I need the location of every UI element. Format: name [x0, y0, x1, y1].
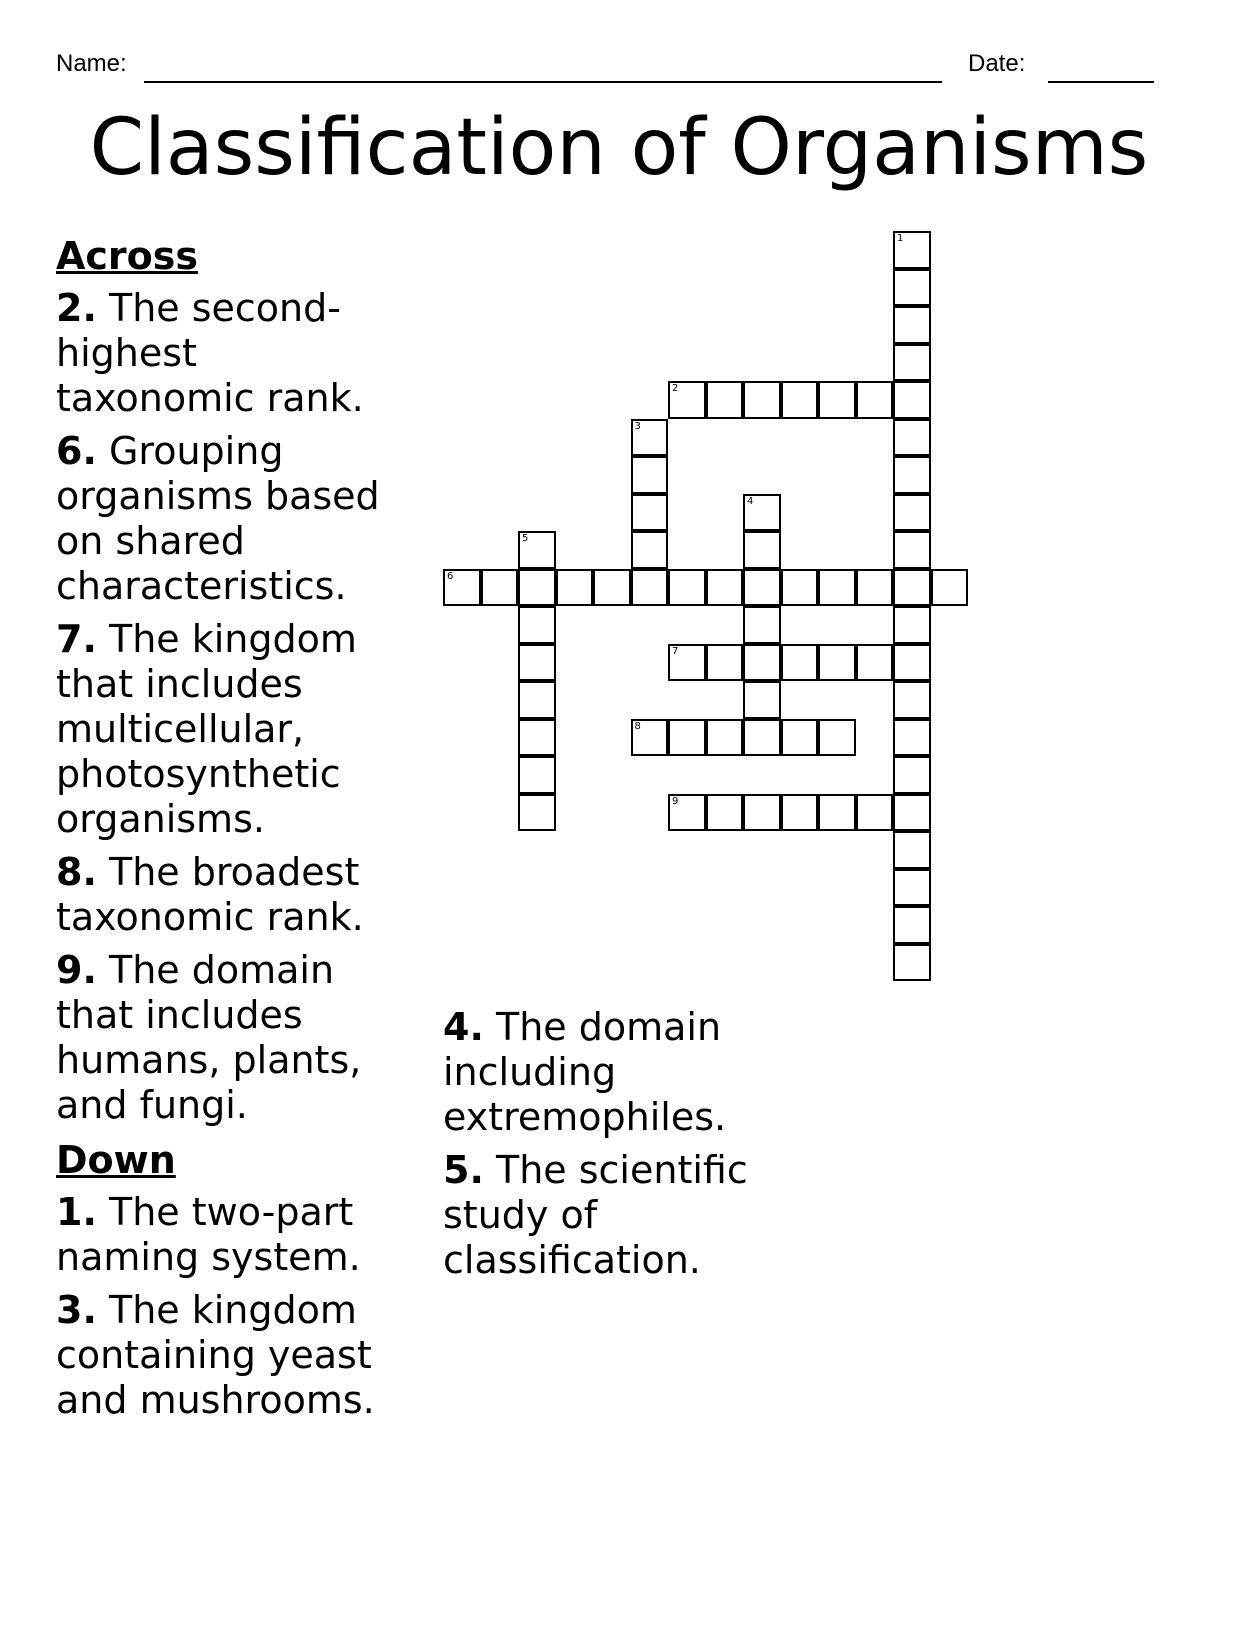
across-clue-6	[56, 429, 396, 609]
clue-number: 7	[56, 617, 83, 661]
clue-dot: .	[82, 617, 97, 661]
crossword-cell[interactable]	[781, 794, 819, 832]
clue-number: 3	[56, 1288, 83, 1332]
crossword-cell[interactable]	[706, 569, 744, 607]
across-clue-2	[56, 286, 396, 421]
crossword-cell[interactable]	[631, 569, 669, 607]
clue-text: The kingdom that includes multicellular, photosynthetic organisms.	[56, 617, 357, 841]
cell-number: 8	[634, 720, 641, 732]
down-clue-5	[443, 1148, 823, 1283]
crossword-cell[interactable]	[518, 719, 556, 757]
crossword-cell[interactable]	[893, 569, 931, 607]
cell-number: 2	[672, 383, 679, 394]
crossword-cell[interactable]	[931, 569, 969, 607]
crossword-cell[interactable]	[481, 569, 519, 607]
down-clue-3	[56, 1288, 396, 1423]
crossword-cell[interactable]	[893, 419, 931, 457]
crossword-cell[interactable]	[893, 494, 931, 532]
cell-number: 4	[747, 495, 754, 507]
crossword-cell[interactable]	[743, 494, 781, 532]
page-title: Classification of Organisms	[89, 103, 1149, 193]
date-line[interactable]	[1048, 81, 1154, 83]
crossword-cell[interactable]	[668, 569, 706, 607]
crossword-cell[interactable]	[781, 381, 819, 419]
crossword-cell[interactable]	[518, 794, 556, 832]
crossword-cell[interactable]	[856, 381, 894, 419]
crossword-cell[interactable]	[631, 419, 669, 457]
clue-text: The domain including extremophiles.	[443, 1005, 727, 1139]
crossword-cell[interactable]	[743, 681, 781, 719]
clues-left-column	[56, 232, 396, 1431]
clue-dot: .	[469, 1005, 484, 1049]
crossword-cell[interactable]	[893, 231, 931, 269]
name-label: Name:	[56, 50, 127, 77]
down-clue-1	[56, 1190, 396, 1280]
crossword-cell[interactable]	[518, 569, 556, 607]
date-label: Date:	[968, 50, 1026, 77]
across-clue-9	[56, 948, 396, 1128]
crossword-cell[interactable]	[668, 794, 706, 832]
crossword-cell[interactable]	[631, 719, 669, 757]
crossword-cell[interactable]	[556, 569, 594, 607]
crossword-cell[interactable]	[893, 906, 931, 944]
crossword-cell[interactable]	[631, 531, 669, 569]
crossword-cell[interactable]	[668, 644, 706, 682]
crossword-cell[interactable]	[593, 569, 631, 607]
crossword-cell[interactable]	[781, 569, 819, 607]
crossword-cell[interactable]	[893, 794, 931, 832]
cell-number: 7	[672, 645, 679, 657]
across-heading: Across	[56, 234, 199, 278]
clue-text: The broadest taxonomic rank.	[56, 850, 364, 939]
clue-number: 6	[56, 429, 83, 473]
crossword-cell[interactable]	[893, 944, 931, 982]
crossword-cell[interactable]	[518, 756, 556, 794]
crossword-cell[interactable]	[518, 681, 556, 719]
clue-text: The kingdom containing yeast and mushrooms.	[56, 1288, 375, 1422]
crossword-cell[interactable]	[668, 381, 706, 419]
clue-number: 9	[56, 948, 83, 992]
clue-dot: .	[82, 1288, 97, 1332]
crossword-cell[interactable]	[781, 644, 819, 682]
clues-right-column	[443, 1005, 823, 1291]
crossword-cell[interactable]	[893, 644, 931, 682]
clue-text: The scientific study of classification.	[443, 1148, 748, 1282]
crossword-cell[interactable]	[893, 681, 931, 719]
crossword-cell[interactable]	[743, 794, 781, 832]
crossword-cell[interactable]	[893, 306, 931, 344]
crossword-cell[interactable]	[818, 794, 856, 832]
crossword-cell[interactable]	[706, 719, 744, 757]
crossword-cell[interactable]	[893, 606, 931, 644]
crossword-cell[interactable]	[631, 494, 669, 532]
clue-text: The second-highest taxonomic rank.	[56, 286, 364, 420]
across-clue-7	[56, 617, 396, 842]
down-clue-4	[443, 1005, 823, 1140]
clue-dot: .	[82, 429, 97, 473]
crossword-cell[interactable]	[856, 794, 894, 832]
crossword-cell[interactable]	[818, 569, 856, 607]
clue-dot: .	[82, 948, 97, 992]
crossword-cell[interactable]	[893, 831, 931, 869]
crossword-cell[interactable]	[893, 269, 931, 307]
clue-number: 8	[56, 850, 83, 894]
crossword-cell[interactable]	[743, 569, 781, 607]
across-clue-8	[56, 850, 396, 940]
crossword-cell[interactable]	[518, 531, 556, 569]
crossword-cell[interactable]	[743, 644, 781, 682]
crossword-cell[interactable]	[443, 569, 481, 607]
cell-number: 6	[447, 570, 454, 582]
crossword-cell[interactable]	[743, 381, 781, 419]
crossword-cell[interactable]	[818, 381, 856, 419]
clue-dot: .	[469, 1148, 484, 1192]
down-heading: Down	[56, 1138, 176, 1182]
clue-text: The two-part naming system.	[56, 1190, 361, 1279]
clue-text: Grouping organisms based on shared characteristics.	[56, 429, 380, 608]
crossword-cell[interactable]	[856, 569, 894, 607]
crossword-cell[interactable]	[518, 644, 556, 682]
clue-number: 1	[56, 1190, 83, 1234]
crossword-cell[interactable]	[893, 456, 931, 494]
cell-number: 1	[897, 233, 904, 244]
crossword-cell[interactable]	[781, 719, 819, 757]
crossword-cell[interactable]	[706, 381, 744, 419]
crossword-cell[interactable]	[893, 869, 931, 907]
crossword-cell[interactable]	[518, 606, 556, 644]
name-line[interactable]	[144, 81, 942, 83]
clue-dot: .	[82, 286, 97, 330]
crossword-cell[interactable]	[743, 719, 781, 757]
crossword-cell[interactable]	[706, 644, 744, 682]
crossword-cell[interactable]	[818, 644, 856, 682]
crossword-cell[interactable]	[893, 531, 931, 569]
crossword-cell[interactable]	[818, 719, 856, 757]
cell-number: 5	[522, 533, 529, 544]
crossword-cell[interactable]	[893, 344, 931, 382]
cell-number: 3	[634, 420, 641, 432]
crossword-cell[interactable]	[856, 644, 894, 682]
crossword-cell[interactable]	[706, 794, 744, 832]
crossword-cell[interactable]	[893, 381, 931, 419]
crossword-cell[interactable]	[743, 531, 781, 569]
clue-dot: .	[82, 1190, 97, 1234]
clue-number: 2	[56, 286, 83, 330]
clue-number: 5	[443, 1148, 470, 1192]
clue-text: The domain that includes humans, plants, and fungi.	[56, 948, 362, 1127]
crossword-cell[interactable]	[631, 456, 669, 494]
clue-number: 4	[443, 1005, 470, 1049]
crossword-cell[interactable]	[668, 719, 706, 757]
clue-dot: .	[82, 850, 97, 894]
cell-number: 9	[672, 795, 679, 807]
crossword-cell[interactable]	[893, 756, 931, 794]
crossword-cell[interactable]	[743, 606, 781, 644]
crossword-cell[interactable]	[893, 719, 931, 757]
